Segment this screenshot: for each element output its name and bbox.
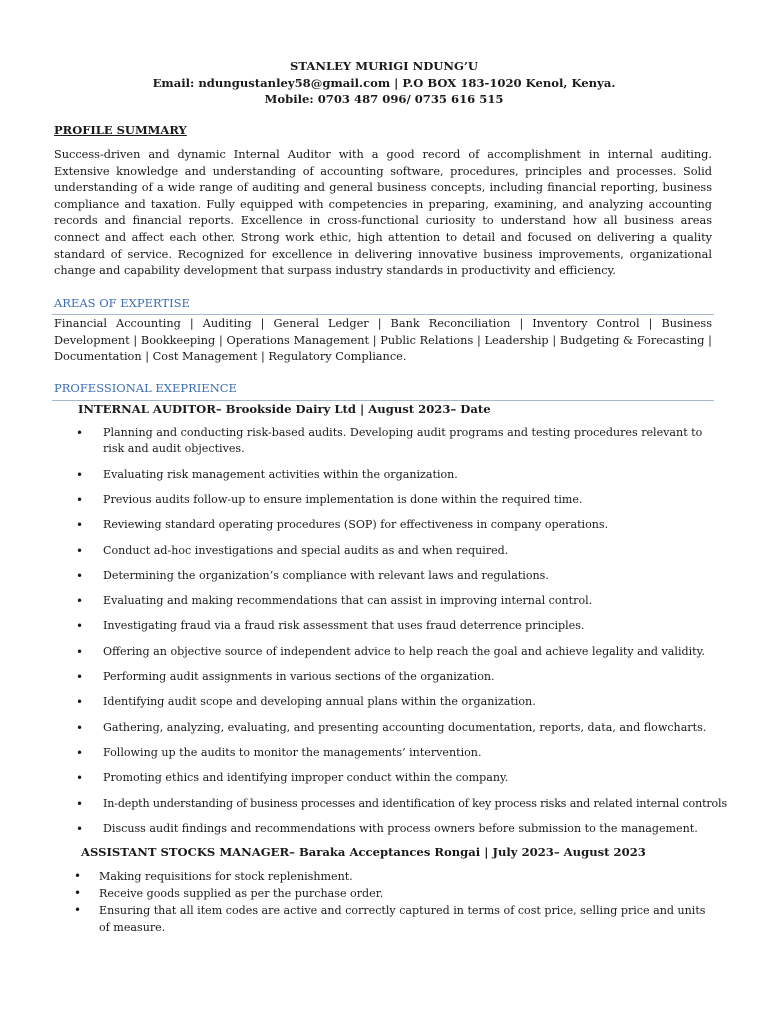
section-divider [52,314,714,315]
bullet-icon: • [76,518,84,533]
job-title-internal-auditor: INTERNAL AUDITOR– Brookside Dairy Ltd | August 2023– Date [78,402,491,416]
areas-of-expertise-text: Financial Accounting | Auditing | General Ledger | Bank Reconciliation | Inventory Control | Business Development | Bookkeeping | Operations Management | Public Relations | Leadership | Budgeting & Forecasting | Documentation | Cost Management | Regulatory Compliance. [54,317,712,364]
list-item [74,745,714,761]
duty-text: In-depth understanding of business processes and identification of key process risks and related internal controls [103,796,728,810]
list-item [74,618,714,634]
internal-auditor-duties-list [74,425,728,846]
resume-header [0,58,768,108]
duty-text: Performing audit assignments in various sections of the organization. [103,670,495,684]
professional-experience-heading: PROFESSIONAL EXEPRIENCE [54,381,237,395]
duty-text: Previous audits follow-up to ensure implementation is done within the required time. [103,493,583,506]
list-item [74,694,714,710]
list-item [74,568,714,584]
contact-line: Email: ndungustanley58@gmail.com | P.O BOX 183-1020 Kenol, Kenya. [152,75,616,90]
bullet-icon: • [76,426,84,440]
bullet-icon: • [76,568,84,583]
candidate-name: STANLEY MURIGI NDUNG’U [289,59,479,73]
duty-text: Following up the audits to monitor the managements’ intervention. [103,745,482,759]
list-item [74,669,714,685]
areas-of-expertise-heading: AREAS OF EXPERTISE [54,296,190,310]
bullet-icon: • [76,644,84,659]
duty-text: Determining the organization’s compliance with relevant laws and regulations. [103,568,549,582]
bullet-icon: • [74,886,82,900]
bullet-icon: • [76,594,84,609]
section-divider [52,400,714,401]
profile-summary-text: Success-driven and dynamic Internal Auditor with a good record of accomplishment in internal auditing. Extensive knowledge and understanding of accounting software, procedures, principles and processes. Solid understanding of a wide range of auditing and general business concepts, including financial reporting, business compliance and taxation. Fully equipped with competencies in preparing, examining, and analyzing accounting records and financial reports. Excellence in cross-functional curiosity to understand how all business areas connect and affect each other. Strong work ethic, high attention to detail and focused on delivering a quality standard of service. Recognized for excellence in delivering innovative business improvements, organizational change and capability development that surpass industry standards in productivity and efficiency. [54,148,712,278]
list-item [74,644,714,660]
bullet-icon: • [76,670,84,685]
bullet-icon: • [76,796,84,811]
duty-text: Making requisitions for stock replenishment. [99,870,353,883]
bullet-icon: • [76,821,84,836]
duty-text: Promoting ethics and identifying improper conduct within the company. [103,771,509,785]
bullet-icon: • [76,493,84,507]
profile-summary-heading: PROFILE SUMMARY [54,123,187,137]
duty-text: Discuss audit findings and recommendations with process owners before submission to the management. [103,821,698,835]
list-item [72,885,714,902]
bullet-icon: • [76,619,84,634]
bullet-icon: • [76,695,84,710]
duty-text: Offering an objective source of independent advice to help reach the goal and achieve legality and validity. [103,644,705,658]
bullet-icon: • [76,771,84,786]
list-item [74,796,728,812]
list-item [74,425,714,458]
duty-text: Evaluating risk management activities within the organization. [103,467,458,481]
duty-text: Ensuring that all item codes are active and correctly captured in terms of cost price, selling price and units of measure. [99,904,706,934]
duty-text: Reviewing standard operating procedures (SOP) for effectiveness in company operations. [103,518,609,532]
duty-text: Conduct ad-hoc investigations and special audits as and when required. [103,543,509,557]
duty-text: Receive goods supplied as per the purchase order. [99,887,384,900]
duty-text: Identifying audit scope and developing annual plans within the organization. [103,695,536,709]
list-item [74,543,714,559]
bullet-icon: • [74,903,82,917]
list-item [74,770,714,786]
bullet-icon: • [76,467,84,482]
list-item [74,593,714,609]
bullet-icon: • [74,869,82,883]
bullet-icon: • [76,745,84,760]
duty-text: Investigating fraud via a fraud risk assessment that uses fraud deterrence principles. [103,619,585,633]
list-item [74,467,714,483]
list-item [72,868,714,885]
list-item [74,720,714,736]
mobile-line: Mobile: 0703 487 096/ 0735 616 515 [264,92,504,106]
job-title-assistant-stocks-manager: ASSISTANT STOCKS MANAGER– Baraka Acceptances Rongai | July 2023– August 2023 [81,845,646,859]
duty-text: Planning and conducting risk-based audits. Developing audit programs and testing procedures relevant to risk and audit objectives. [103,426,703,456]
list-item [74,492,714,508]
duty-text: Gathering, analyzing, evaluating, and presenting accounting documentation, reports, data, and flowcharts. [103,720,707,734]
bullet-icon: • [76,543,84,558]
list-item [72,902,714,936]
list-item [74,517,714,533]
list-item [74,821,714,837]
assistant-stocks-manager-duties-list [72,868,714,936]
bullet-icon: • [76,720,84,735]
duty-text: Evaluating and making recommendations that can assist in improving internal control. [103,594,593,608]
